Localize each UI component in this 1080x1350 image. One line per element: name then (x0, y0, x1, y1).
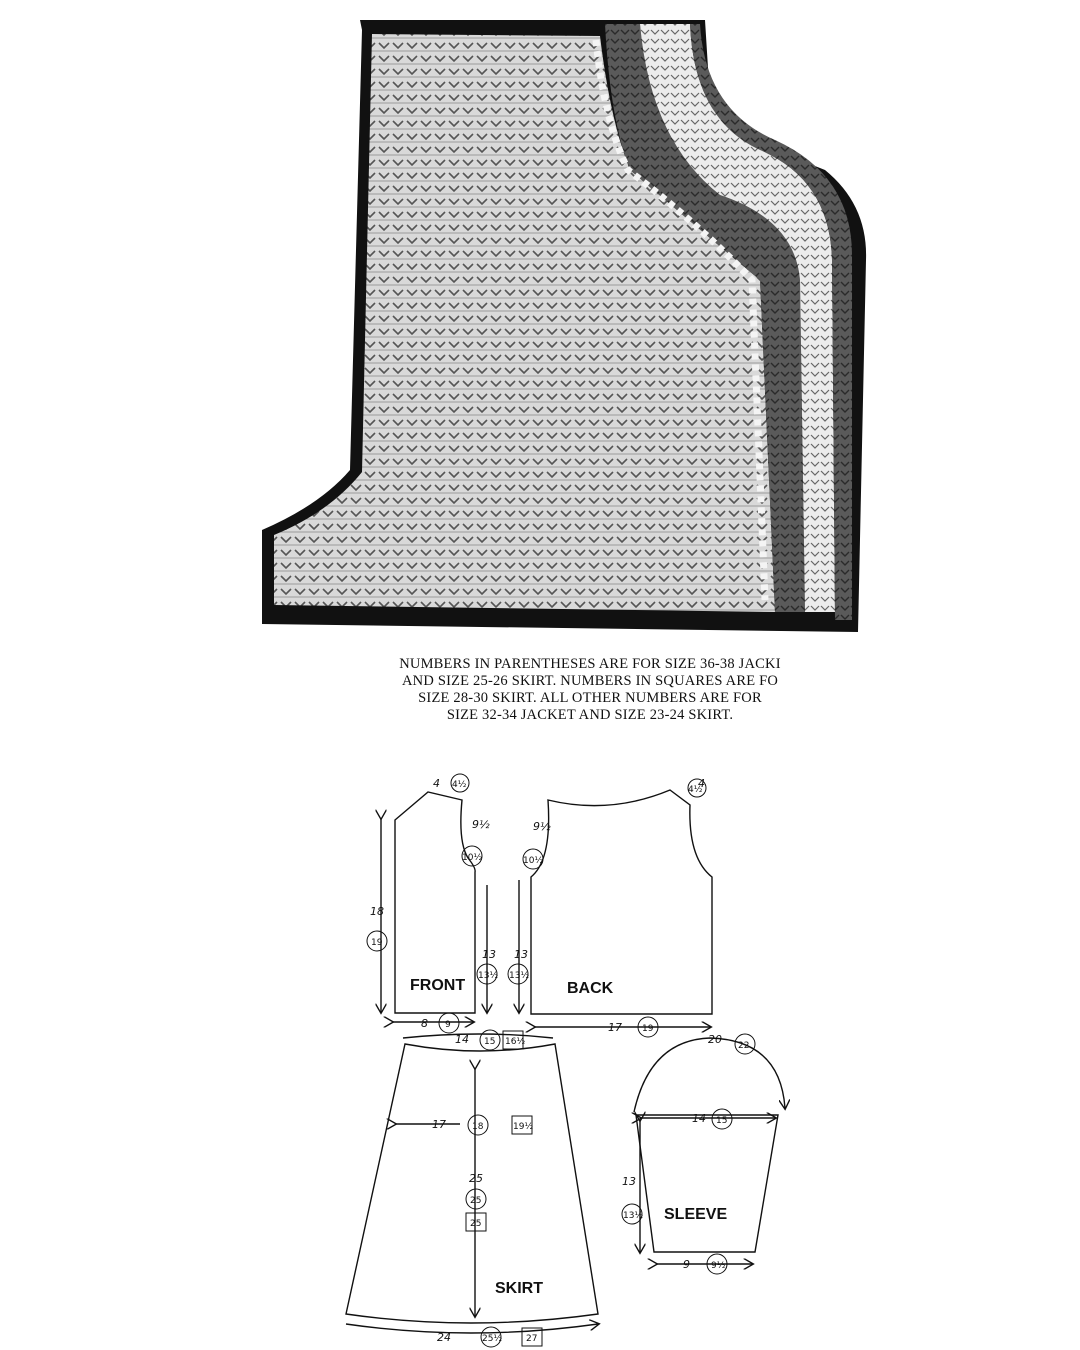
sleeve-length: 13 (622, 1175, 636, 1188)
skirt-label: SKIRT (495, 1280, 543, 1297)
back-armhole: 9½ (533, 820, 551, 833)
sleeve-length-circle: 13½ (623, 1211, 644, 1221)
back-shoulder-circle: 4½ (688, 785, 703, 795)
front-width: 8 (421, 1017, 428, 1030)
sleeve-cap-circle: 22 (738, 1041, 750, 1051)
back-width: 17 (608, 1021, 622, 1034)
skirt-hem-circle: 25½ (482, 1334, 503, 1344)
sleeve-cap-arc (634, 1038, 785, 1112)
front-shoulder-circle: 4½ (452, 780, 467, 790)
front-side: 13 (482, 948, 496, 961)
skirt-half-square: 19½ (513, 1122, 534, 1132)
size-note-line-4: SIZE 32-34 JACKET AND SIZE 23-24 SKIRT. (446, 707, 734, 723)
size-note-line-2: AND SIZE 25-26 SKIRT. NUMBERS IN SQUARES ARE FO (401, 673, 779, 689)
sleeve-label: SLEEVE (664, 1206, 728, 1223)
skirt-half: 17 (432, 1118, 446, 1131)
back-side-circle: 13½ (509, 971, 530, 981)
sleeve-cuff-circle: 9½ (711, 1261, 726, 1271)
pattern-schematic (0, 760, 1080, 1350)
back-shoulder: 4 (698, 777, 705, 790)
back-label: BACK (567, 980, 614, 997)
sleeve-cap: 20 (708, 1033, 722, 1046)
sleeve-piece (636, 1115, 778, 1252)
skirt-length-square: 25 (470, 1219, 482, 1229)
sleeve-upper-circle: 15 (716, 1116, 728, 1126)
front-length: 18 (370, 905, 384, 918)
crochet-jacket-photo (0, 0, 1080, 640)
skirt-waist-square: 16½ (505, 1037, 526, 1047)
front-armhole-circle: 10½ (462, 853, 483, 863)
back-armhole-circle: 10½ (523, 856, 544, 866)
skirt-hem: 24 (437, 1331, 451, 1344)
back-side: 13 (514, 948, 528, 961)
skirt-half-circle: 18 (472, 1122, 484, 1132)
front-label: FRONT (410, 977, 466, 994)
sleeve-upper: 14 (692, 1112, 706, 1125)
front-width-circle: 9 (445, 1020, 451, 1030)
front-length-circle: 19 (371, 938, 383, 948)
back-piece (531, 790, 712, 1014)
size-note-line-1: NUMBERS IN PARENTHESES ARE FOR SIZE 36-38 JACKI (399, 656, 781, 672)
back-width-circle: 19 (642, 1024, 654, 1034)
front-armhole: 9½ (472, 818, 490, 831)
front-shoulder: 4 (433, 777, 440, 790)
front-side-circle: 13½ (478, 971, 499, 981)
skirt-waist-circle: 15 (484, 1037, 496, 1047)
skirt-length-circle: 25 (470, 1196, 482, 1206)
skirt-length: 25 (469, 1172, 483, 1185)
skirt-hem-square: 27 (526, 1334, 538, 1344)
size-note (340, 656, 840, 724)
skirt-waist: 14 (455, 1033, 469, 1046)
sleeve-cuff: 9 (683, 1258, 690, 1271)
size-note-line-3: SIZE 28-30 SKIRT. ALL OTHER NUMBERS ARE FOR (418, 690, 762, 706)
